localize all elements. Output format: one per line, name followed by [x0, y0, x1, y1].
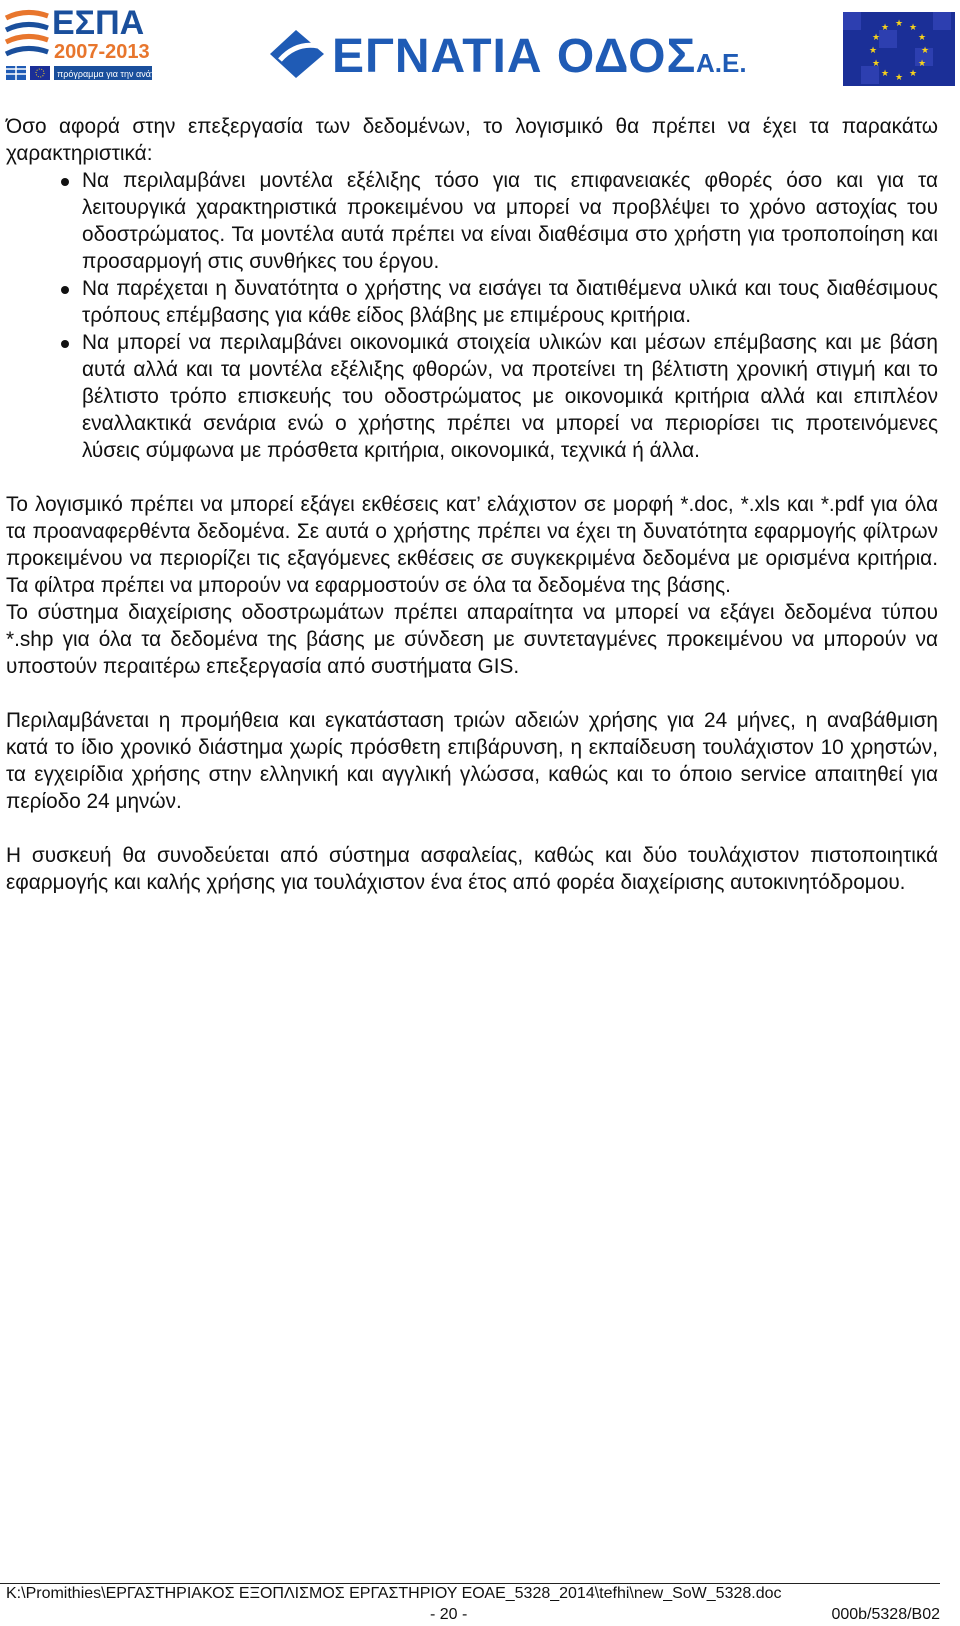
- svg-text:★: ★: [918, 59, 927, 69]
- svg-text:★: ★: [909, 69, 918, 79]
- requirements-list: [6, 167, 938, 464]
- svg-text:★: ★: [881, 23, 890, 33]
- svg-text:★: ★: [918, 33, 927, 43]
- espa-logo-title: ΕΣΠΑ: [52, 4, 145, 42]
- document-body: [6, 113, 938, 896]
- espa-logo-years: 2007-2013: [54, 41, 150, 63]
- svg-text:★: ★: [895, 19, 904, 29]
- eu-flag: [843, 12, 955, 86]
- egnatia-logo-suffix: Α.Ε.: [696, 48, 747, 78]
- svg-text:★: ★: [909, 23, 918, 33]
- list-item: Να μπορεί να περιλαμβάνει οικονομικά στοιχεία υλικών και μέσων επέμβασης και με βάση αυτά αλλά και τα μοντέλα εξέλιξης φθορών, να προτείνει τη βέλτιστη χρονική στιγμή και το βέλτιστο τρόπο επισκευής του οδοστρώματος με οικονομικά κριτήρια αλλά και επιπλέον εναλλακτικά σενάρια ενώ ο χρήστης πρέπει να μπορεί να περιορίσει τις προτεινόμενες λύσεις σύμφωνα με πρόσθετα κριτήρια, οικονομικά, τεχνικά ή άλλα.: [82, 331, 938, 462]
- page-footer: [0, 1583, 940, 1623]
- intro-paragraph: Όσο αφορά στην επεξεργασία των δεδομένων, το λογισμικό θα πρέπει να έχει τα παρακάτω χαρακτηριστικά:: [6, 115, 938, 165]
- svg-text:★: ★: [881, 69, 890, 79]
- file-path: K:\Promithies\ΕΡΓΑΣΤΗΡΙΑΚΟΣ ΕΞΟΠΛΙΣΜΟΣ ΕΡΓΑΣΤΗΡΙΟΥ ΕΟΑΕ_5328_2014\tefhi\new_SoW_5328.doc: [6, 1585, 782, 1602]
- svg-text:★: ★: [895, 73, 904, 83]
- licenses-paragraph: Περιλαμβάνεται η προμήθεια και εγκατάσταση τριών αδειών χρήσης για 24 μήνες, η αναβάθμιση κατά το ίδιο χρονικό διάστημα χωρίς πρόσθετη επιβάρυνση, η εκπαίδευση τουλάχιστον 10 χρηστών, τα εγχειρίδια χρήσης στην ελληνική και αγγλική γλώσσα, καθώς και το όποιο service απαιτηθεί για περίοδο 24 μηνών.: [6, 709, 938, 813]
- document-code: 000b/5328/B02: [831, 1606, 940, 1623]
- device-paragraph: Η συσκευή θα συνοδεύεται από σύστημα ασφαλείας, καθώς και δύο τουλάχιστον πιστοποιητικά εφαρμογής και καλής χρήσης για τουλάχιστον ένα έτος από φορέα διαχείρισης αυτοκινητόδρομου.: [6, 844, 938, 894]
- espa-logo: [4, 4, 175, 82]
- gis-paragraph: Το σύστημα διαχείρισης οδοστρωμάτων πρέπει απαραίτητα να μπορεί να εξάγει δεδομένα τύπου *.shp για όλα τα δεδομένα της βάσης με σύνδεση με συντεταγμένες προκειμένου να μπορούν να υποστούν περαιτέρω επεξεργασία από συστήματα GIS.: [6, 601, 938, 678]
- page-number: - 20 -: [430, 1606, 468, 1623]
- svg-text:★: ★: [869, 46, 878, 56]
- svg-text:★: ★: [872, 59, 881, 69]
- svg-text:★: ★: [872, 33, 881, 43]
- page-header: [0, 0, 960, 92]
- reports-paragraph: Το λογισμικό πρέπει να μπορεί εξάγει εκθέσεις κατ’ ελάχιστον σε μορφή *.doc, *.xls και *.pdf για όλα τα προαναφερθέντα δεδομένα. Σε αυτά ο χρήστης πρέπει να έχει τη δυνατότητα εφαρμογής φίλτρων προκειμένου να περιορίζει τις εξαγόμενες εκθέσεις σε συγκεκριμένα δεδομένα με ορισμένα κριτήρια. Τα φίλτρα πρέπει να μπορούν να εφαρμοστούν σε όλα τα δεδομένα της βάσης.: [6, 493, 938, 597]
- espa-logo-tagline: πρόγραμμα για την ανάπτυξη: [57, 69, 175, 79]
- egnatia-logo-text: ΕΓΝΑΤΙΑ ΟΔΟΣ: [332, 30, 697, 83]
- list-item: Να περιλαμβάνει μοντέλα εξέλιξης τόσο για τις επιφανειακές φθορές όσο και για τα λειτουργικά χαρακτηριστικά προκειμένου να μπορεί να προβλέψει το χρόνο αστοχίας του οδοστρώματος. Τα μοντέλα αυτά πρέπει να είναι διαθέσιμα στο χρήστη για τροποποίηση και προσαρμογή στις συνθήκες του έργου.: [82, 169, 938, 273]
- svg-text:★: ★: [921, 46, 930, 56]
- egnatia-logo: [266, 20, 766, 86]
- list-item: Να παρέχεται η δυνατότητα ο χρήστης να εισάγει τα διατιθέμενα υλικά και τους διαθέσιμους τρόπους επέμβασης για κάθε είδος βλάβης με επιμέρους κριτήρια.: [82, 277, 938, 327]
